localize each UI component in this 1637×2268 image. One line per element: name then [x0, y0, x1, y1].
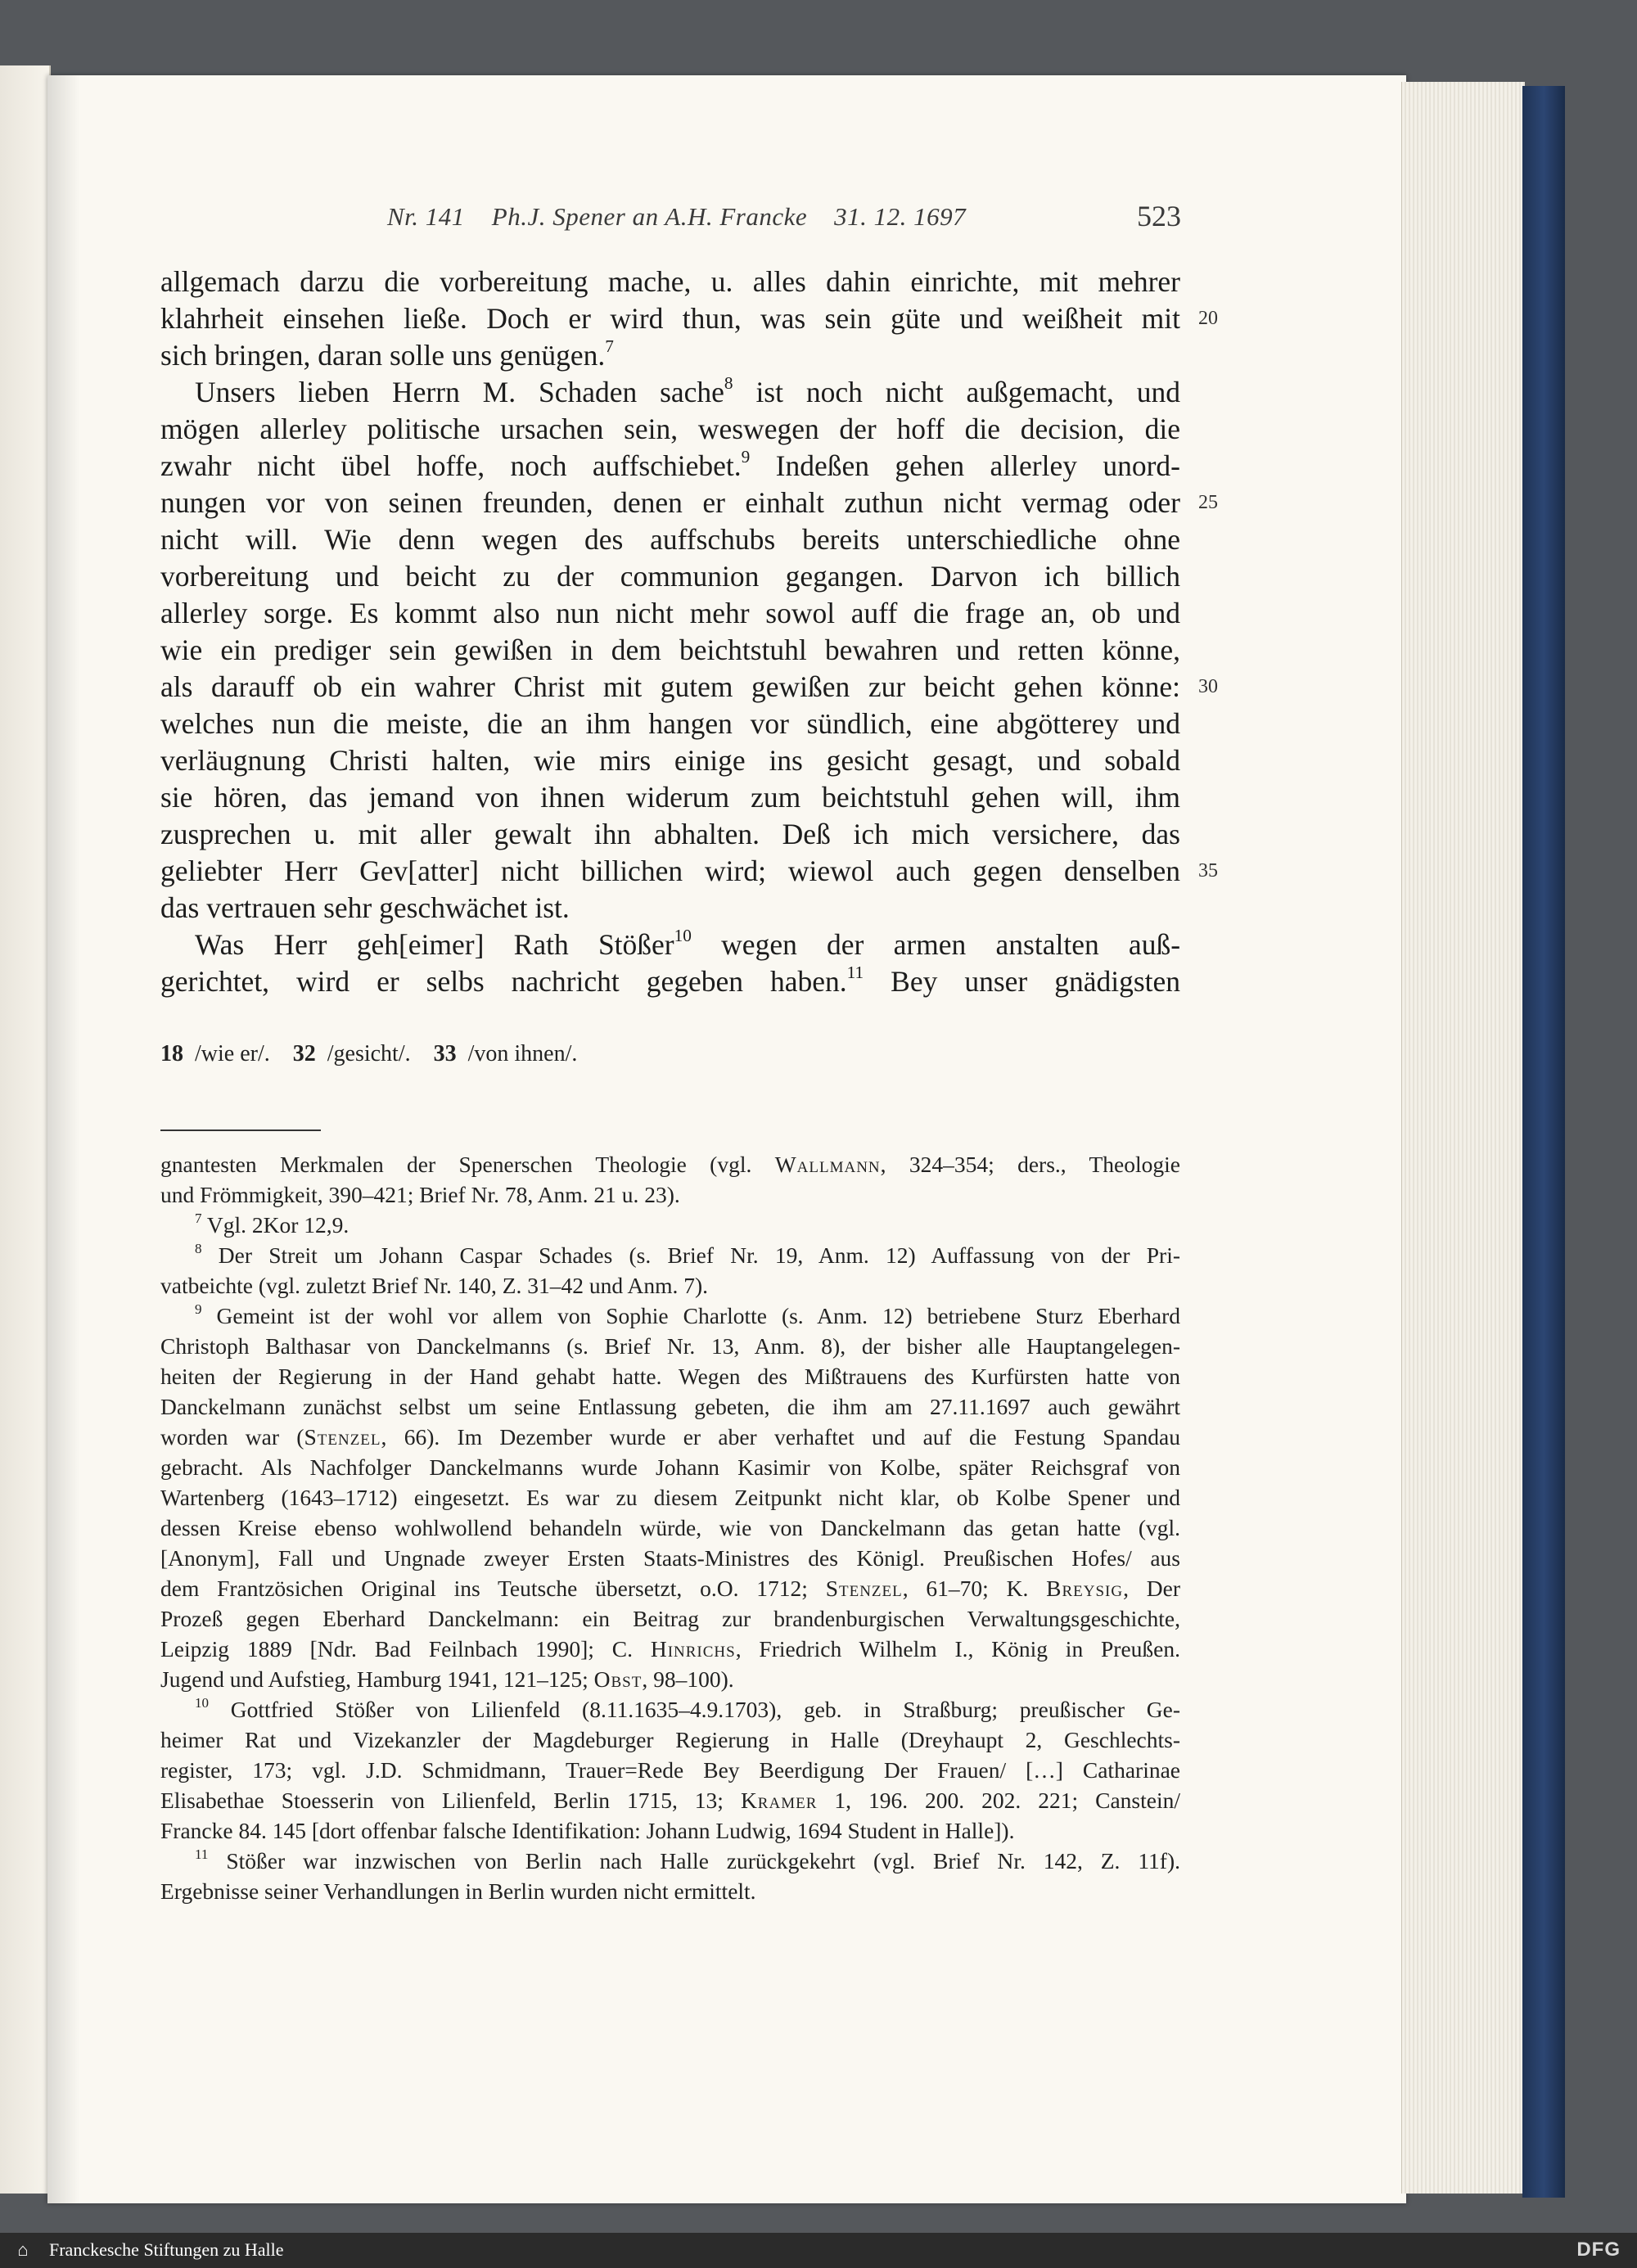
- footnote-7: $^7$ Vgl. 2Kor 12,9.: [195, 1211, 349, 1238]
- text-line: das vertrauen sehr geschwächet ist.: [160, 891, 570, 924]
- running-head: [387, 202, 1181, 232]
- text-line: verläugnung Christi halten, wie mirs einige ins gesicht gesagt, und sobald: [160, 744, 1180, 777]
- footnote-line: worden war (Stenzel, 66). Im Dezember wurde er aber verhaftet und auf die Festung Spandau: [160, 1424, 1180, 1450]
- footnote-line: Christoph Balthasar von Danckelmanns (s. Brief Nr. 13, Anm. 8), der bisher alle Hauptangelegen-: [160, 1333, 1180, 1359]
- line-number: 30: [1198, 676, 1218, 697]
- page-number: 523: [1137, 200, 1181, 232]
- text-line: allgemach darzu die vorbereitung mache, u. alles dahin einrichte, mit mehrer: [160, 265, 1180, 298]
- footer-bar: [0, 2233, 1637, 2268]
- line-number: 20: [1198, 308, 1218, 329]
- page-stack-edge: [1401, 82, 1525, 2194]
- dfg-logo: DFG: [1576, 2239, 1621, 2261]
- footnote-8: $^8$ Der Streit um Johann Caspar Schades (s. Brief Nr. 19, Anm. 12) Auffassung von der Pri-: [195, 1241, 1181, 1268]
- line-number: 35: [1198, 860, 1218, 881]
- text-line: nungen vor von seinen freunden, denen er einhalt zuthun nicht vermag oder 25: [160, 485, 1180, 521]
- footnote-line: Leipzig 1889 [Ndr. Bad Feilnbach 1990]; C. Hinrichs, Friedrich Wilhelm I., König in Preußen.: [160, 1636, 1181, 1662]
- footnote-ref: 10: [674, 926, 692, 946]
- main-text: [160, 264, 1218, 1000]
- footnote-line: Wartenberg (1643–1712) eingesetzt. Es war zu diesem Zeitpunkt nicht klar, ob Kolbe Spener und: [160, 1485, 1180, 1510]
- text-line: nicht will. Wie denn wegen des auffschubs bereits unterschiedliche ohne: [160, 523, 1180, 556]
- footnote-line: register, 173; vgl. J.D. Schmidmann, Trauer=Rede Bey Beerdigung Der Frauen/ […] Catharinae: [160, 1757, 1180, 1783]
- footnote-line: und Frömmigkeit, 390–421; Brief Nr. 78, Anm. 21 u. 23).: [160, 1182, 680, 1207]
- footnote-9: $^9$ Gemeint ist der wohl vor allem von Sophie Charlotte (s. Anm. 12) betriebene Sturz Eberhard: [195, 1301, 1181, 1328]
- apparatus-entry: /von ihnen/.: [467, 1041, 578, 1066]
- building-icon: ⌂: [17, 2239, 29, 2260]
- footnotes: [160, 1149, 1180, 1906]
- footnote-line: Francke 84. 145 [dort offenbar falsche Identifikation: Johann Ludwig, 1694 Student in Halle]).: [160, 1818, 1015, 1843]
- footnote-line: Elisabethae Stoesserin von Lilienfeld, Berlin 1715, 13; Kramer 1, 196. 200. 202. 221; Canstein/: [160, 1788, 1181, 1813]
- apparatus-entry: /wie er/.: [195, 1041, 270, 1066]
- footnote-line: heimer Rat und Vizekanzler der Magdeburger Regierung in Halle (Dreyhaupt 2, Geschlechts-: [160, 1727, 1180, 1752]
- text-line: zwahr nicht übel hoffe, noch auffschiebet.$^9$ Indeßen gehen allerley unord-: [160, 447, 1180, 482]
- critical-apparatus: [160, 1041, 577, 1067]
- text-line: wie ein prediger sein gewißen in dem beichtstuhl bewahren und retten könne,: [160, 634, 1180, 666]
- footnote-line: gebracht. Als Nachfolger Danckelmanns wurde Johann Kasimir von Kolbe, später Reichsgraf von: [160, 1454, 1180, 1480]
- apparatus-line-ref: 33: [433, 1041, 457, 1066]
- text-line: gerichtet, wird er selbs nachricht gegeben haben.$^{11}$ Bey unser gnädigsten: [160, 963, 1181, 998]
- text-line: zusprechen u. mit aller gewalt ihn abhalten. Deß ich mich versichere, das: [160, 818, 1180, 850]
- text-line: vorbereitung und beicht zu der communion gegangen. Darvon ich billich: [160, 560, 1180, 593]
- text-line: sie hören, das jemand von ihnen widerum zum beichtstuhl gehen will, ihm: [160, 781, 1180, 814]
- text-line: Unsers lieben Herrn M. Schaden sache$^8$ ist noch nicht außgemacht, und: [195, 373, 1180, 408]
- footnote-ref: 7: [605, 336, 614, 357]
- apparatus-line-ref: 32: [292, 1041, 316, 1066]
- text-line: allerley sorge. Es kommt also nun nicht mehr sowol auff die frage an, ob und: [160, 597, 1180, 629]
- institution-name: Franckesche Stiftungen zu Halle: [49, 2239, 284, 2260]
- apparatus-line-ref: 18: [160, 1041, 183, 1066]
- footnote-line: dem Frantzösichen Original ins Teutsche übersetzt, o.O. 1712; Stenzel, 61–70; K. Breysig, Der: [160, 1576, 1180, 1601]
- footnote-rule: [160, 1129, 321, 1131]
- footnote-line: Jugend und Aufstieg, Hamburg 1941, 121–125; Obst, 98–100).: [160, 1666, 734, 1692]
- footnote-line: vatbeichte (vgl. zuletzt Brief Nr. 140, Z. 31–42 und Anm. 7).: [160, 1273, 709, 1298]
- book-cover-edge: [1522, 86, 1565, 2198]
- line-number: 25: [1198, 492, 1218, 513]
- footnote-line: heiten der Regierung in der Hand gehabt hatte. Wegen des Mißtrauens des Kurfürsten hatte von: [160, 1364, 1180, 1389]
- footnote-line: Ergebnisse seiner Verhandlungen in Berlin wurden nicht ermittelt.: [160, 1878, 756, 1904]
- footnote-line: dessen Kreise ebenso wohlwollend behandeln würde, wie von Danckelmann das getan hatte (vgl.: [160, 1515, 1180, 1540]
- footnote-10: $^{10}$ Gottfried Stößer von Lilienfeld (8.11.1635–4.9.1703), geb. in Straßburg; preußischer Ge-: [195, 1695, 1180, 1722]
- apparatus-entry: /gesicht/.: [327, 1041, 411, 1066]
- left-page-edge: [0, 65, 51, 2194]
- footnote-line: [Anonym], Fall und Ungnade zweyer Ersten Staats-Ministres des Königl. Preußischen Hofes/ aus: [160, 1545, 1180, 1571]
- gutter-shadow: [47, 75, 80, 2203]
- text-line: mögen allerley politische ursachen sein, weswegen der hoff die decision, die: [160, 413, 1180, 445]
- text-line: geliebter Herr Gev[atter] nicht billichen wird; wiewol auch gegen denselben 35: [160, 853, 1180, 890]
- running-head-title: Nr. 141 Ph.J. Spener an A.H. Francke 31. 12. 1697: [387, 202, 967, 231]
- footnote-line: gnantesten Merkmalen der Spenerschen Theologie (vgl. Wallmann, 324–354; ders., Theologie: [160, 1152, 1180, 1177]
- footnote-11: $^{11}$ Stößer war inzwischen von Berlin nach Halle zurückgekehrt (vgl. Brief Nr. 142, Z. 11f).: [195, 1846, 1181, 1873]
- footnote-ref: 11: [846, 963, 864, 983]
- footnote-line: Prozeß gegen Eberhard Danckelmann: ein Beitrag zur brandenburgischen Verwaltungsgeschichte,: [160, 1606, 1180, 1631]
- footnote-ref: 8: [724, 373, 733, 394]
- text-line: als darauff ob ein wahrer Christ mit gutem gewißen zur beicht gehen könne: 30: [160, 669, 1180, 706]
- text-line: sich bringen, daran solle uns genügen.$^7$: [160, 336, 614, 372]
- text-line: welches nun die meiste, die an ihm hangen vor sündlich, eine abgötterey und: [160, 707, 1180, 740]
- footnote-line: Danckelmann zunächst selbst um seine Entlassung gebeten, die ihm am 27.11.1697 auch gewährt: [160, 1394, 1180, 1419]
- text-line: Was Herr geh[eimer] Rath Stößer$^{10}$ wegen der armen anstalten auß-: [195, 926, 1181, 961]
- footnote-ref: 9: [741, 447, 751, 467]
- text-line: klahrheit einsehen ließe. Doch er wird thun, was sein güte und weißheit mit 20: [160, 300, 1180, 337]
